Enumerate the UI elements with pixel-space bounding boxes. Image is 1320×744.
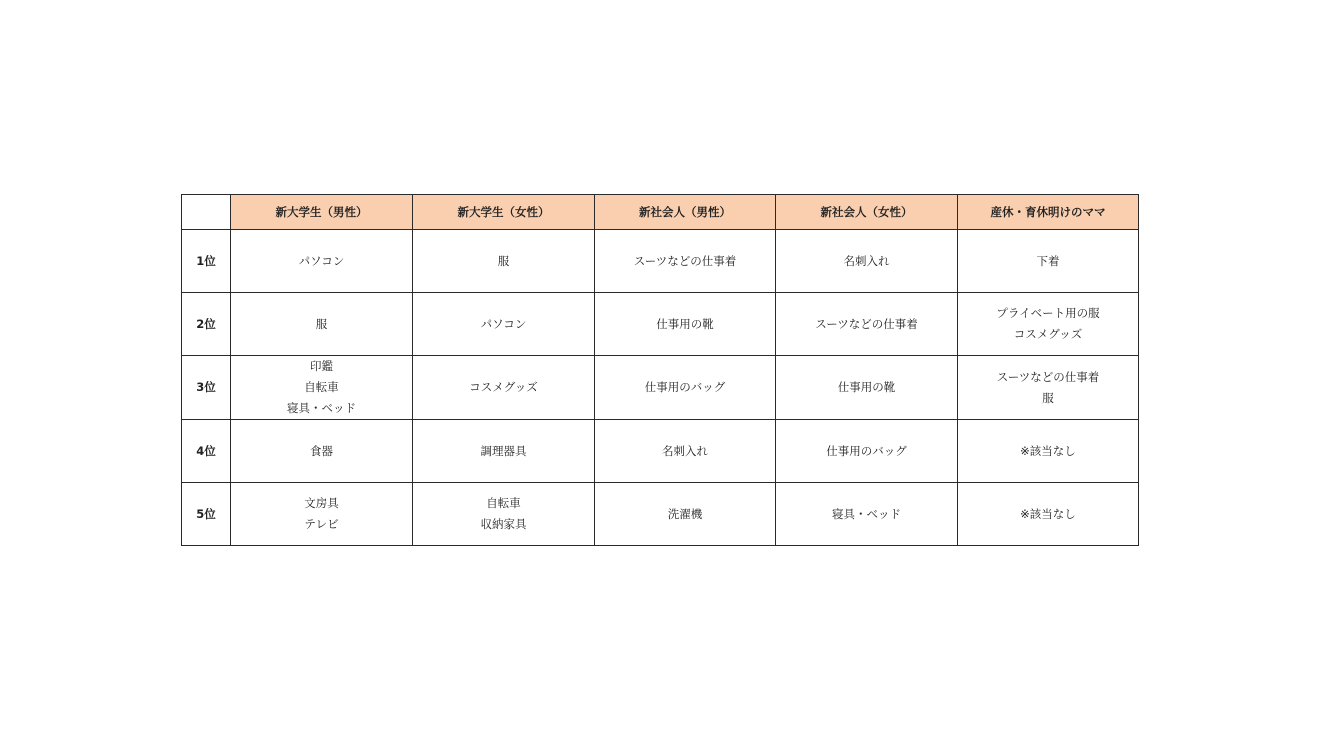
cell-item: 寝具・ベッド (287, 401, 356, 415)
cell-item: 服 (1042, 390, 1054, 405)
table-cell (231, 420, 413, 483)
cell-item: 名刺入れ (662, 443, 708, 458)
cell-item: スーツなどの仕事着 (996, 369, 1100, 384)
table-cell (231, 356, 413, 420)
table-cell (776, 230, 958, 293)
ranking-table (181, 194, 1139, 546)
cell-item: プライベート用の服 (996, 306, 1100, 320)
cell-item: 自転車 (486, 496, 521, 510)
cell-item: 服 (497, 253, 510, 268)
rank-label: 4位 (182, 420, 231, 483)
table-cell (413, 230, 595, 293)
cell-item: 食器 (310, 443, 333, 458)
table-cell (231, 293, 413, 356)
table-cell (958, 420, 1139, 483)
cell-item: コスメグッズ (1013, 327, 1083, 341)
cell-item: 自転車 (304, 380, 339, 394)
cell-item: 仕事用の靴 (837, 380, 896, 394)
cell-item: ※該当なし (1020, 443, 1076, 458)
table-cell (776, 293, 958, 356)
table-cell (595, 483, 776, 546)
table-cell (776, 420, 958, 483)
cell-item: コスメグッズ (469, 380, 538, 394)
table-row (182, 293, 1139, 356)
cell-item: 調理器具 (480, 443, 527, 458)
cell-item: テレビ (304, 517, 339, 531)
table-cell (958, 230, 1139, 293)
cell-item: スーツなどの仕事着 (815, 316, 918, 331)
cell-item: 下着 (1036, 253, 1060, 268)
corner-cell (182, 195, 231, 230)
cell-item: スーツなどの仕事着 (633, 253, 737, 268)
table-row (182, 420, 1139, 483)
column-header: 新大学生（男性） (231, 195, 413, 230)
table-cell (413, 293, 595, 356)
cell-item: パソコン (480, 316, 527, 331)
table-cell (776, 356, 958, 420)
table-cell (595, 420, 776, 483)
rank-label: 3位 (182, 356, 231, 420)
cell-item: 仕事用のバッグ (644, 380, 726, 394)
table-cell (231, 483, 413, 546)
cell-item: 洗濯機 (667, 506, 703, 521)
table-cell (958, 293, 1139, 356)
table-cell (413, 356, 595, 420)
table-body (182, 230, 1139, 546)
cell-item: 仕事用の靴 (656, 316, 714, 331)
cell-item: 収納家具 (480, 517, 527, 531)
table-cell (958, 356, 1139, 420)
table-row (182, 230, 1139, 293)
table-cell (231, 230, 413, 293)
table-row (182, 483, 1139, 546)
cell-item: 文房具 (304, 496, 339, 510)
table-cell (595, 230, 776, 293)
cell-item: パソコン (298, 253, 345, 268)
rank-label: 2位 (182, 293, 231, 356)
cell-item: ※該当なし (1020, 506, 1076, 521)
cell-item: 寝具・ベッド (832, 506, 901, 521)
header-row (182, 195, 1139, 230)
column-header: 新社会人（男性） (595, 195, 776, 230)
column-header: 新社会人（女性） (776, 195, 958, 230)
table-cell (595, 356, 776, 420)
table-cell (776, 483, 958, 546)
rank-label: 5位 (182, 483, 231, 546)
table-row (182, 356, 1139, 420)
cell-item: 仕事用のバッグ (826, 443, 907, 458)
table-cell (413, 483, 595, 546)
table-cell (413, 420, 595, 483)
column-header: 新大学生（女性） (413, 195, 595, 230)
rank-label: 1位 (182, 230, 231, 293)
cell-item: 名刺入れ (843, 253, 890, 268)
table-cell (595, 293, 776, 356)
table-cell (958, 483, 1139, 546)
cell-item: 印鑑 (310, 359, 333, 373)
cell-item: 服 (315, 316, 328, 331)
column-header: 産休・育休明けのママ (958, 195, 1139, 230)
